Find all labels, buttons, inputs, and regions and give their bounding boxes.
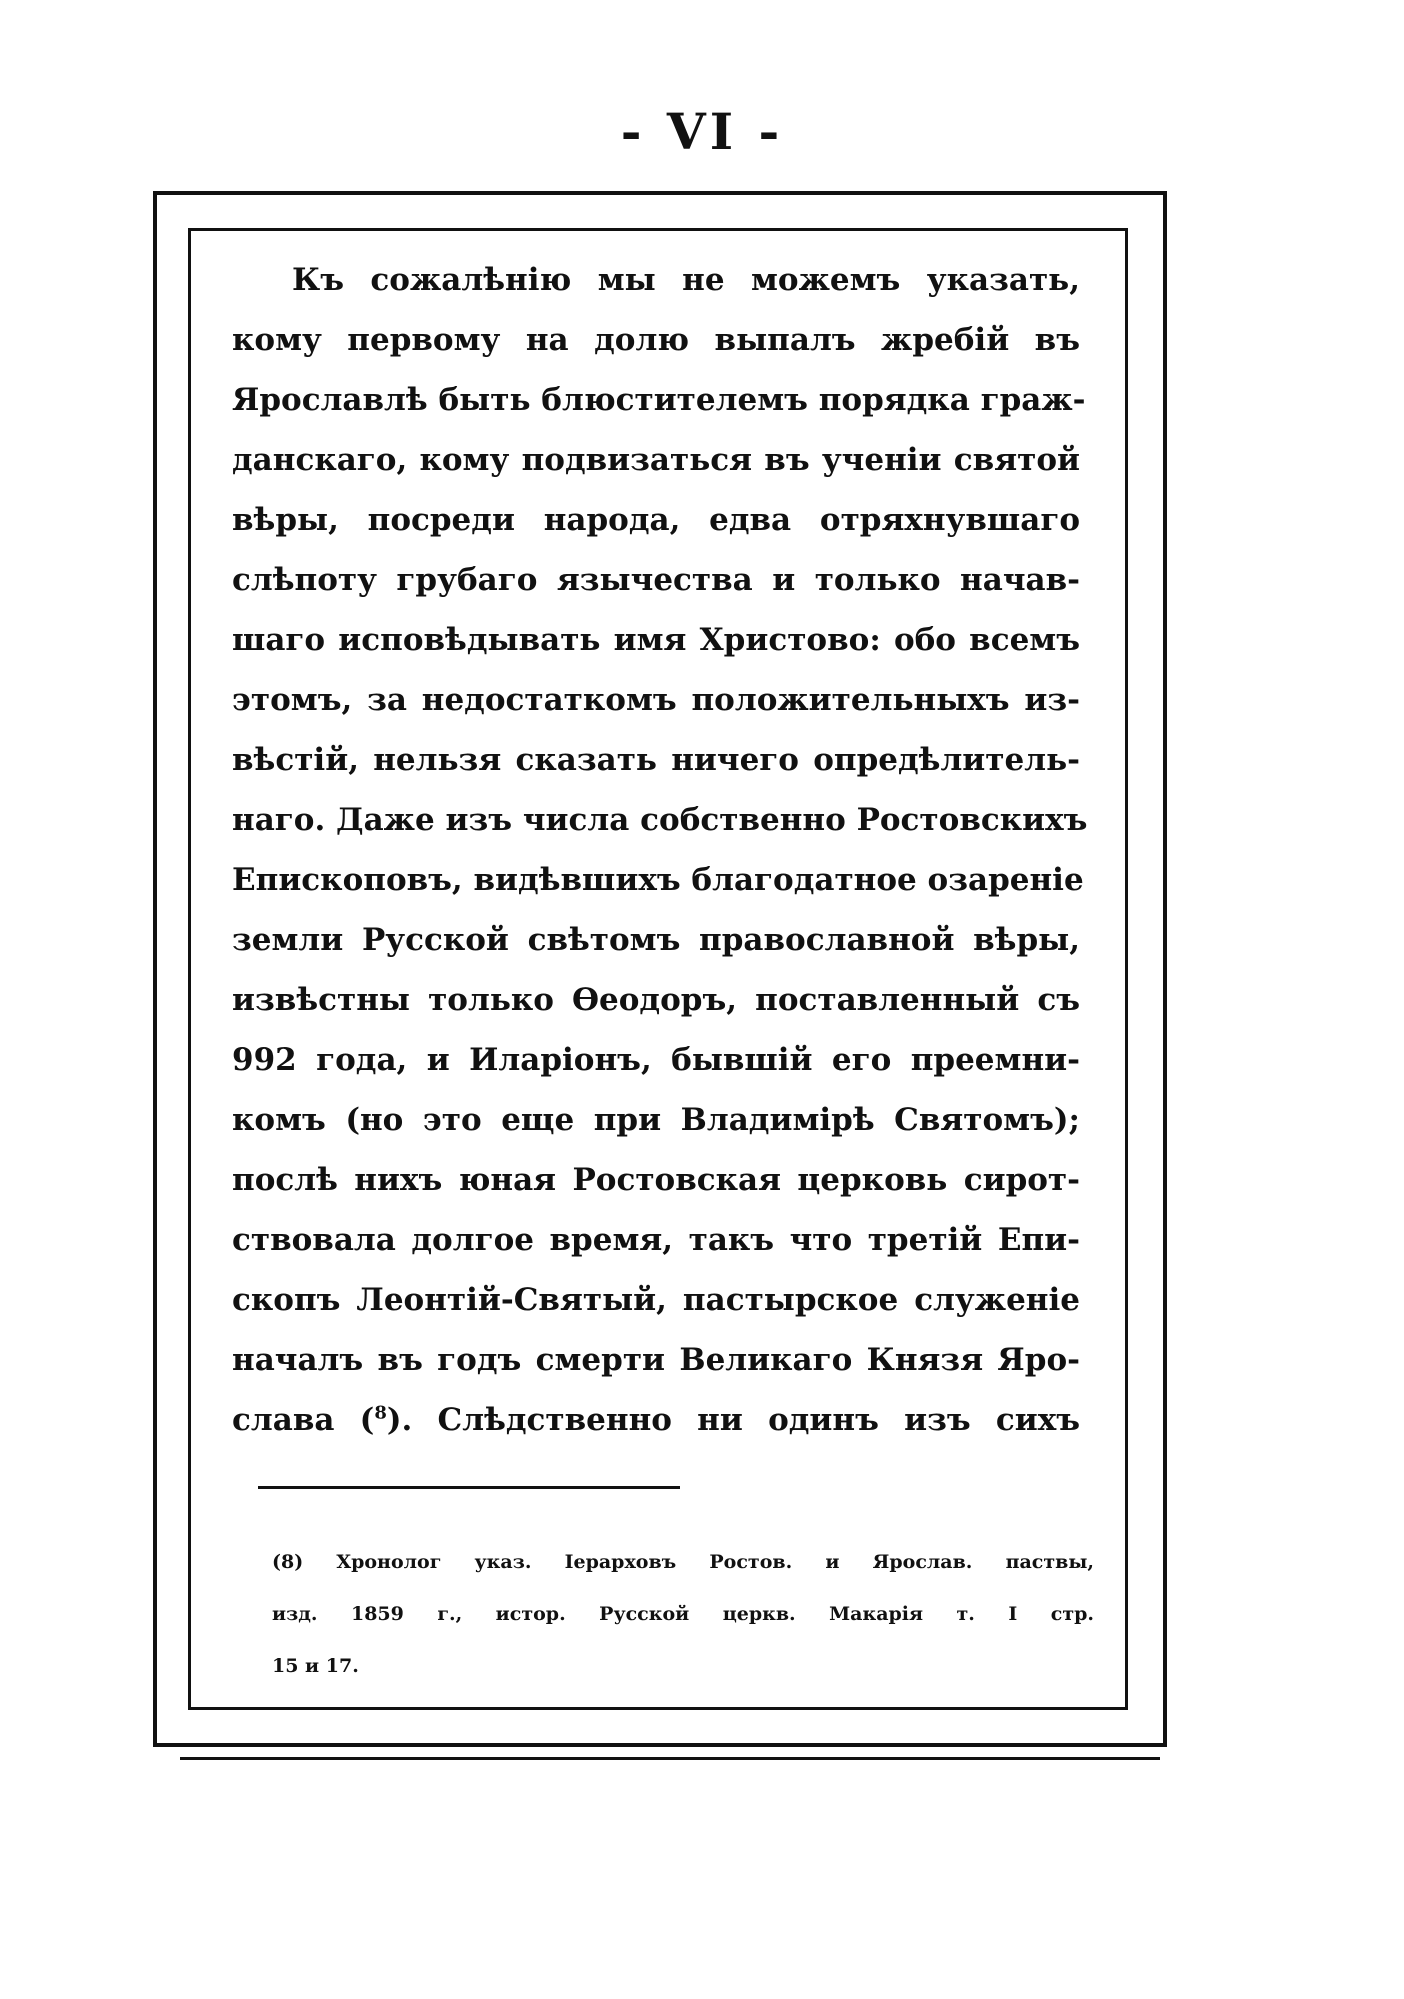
footnote-block — [272, 1536, 1094, 1692]
text-line: ствовала долгое время, такъ что третій Епи- — [232, 1222, 1080, 1258]
text-line-last — [232, 1390, 1080, 1450]
text-line: кому первому на долю выпалъ жребій въ — [232, 322, 1080, 358]
text-line: Епископовъ, видѣвшихъ благодатное озареніе — [232, 862, 1084, 898]
text-fragment: ). Слѣдственно ни одинъ изъ сихъ — [386, 1402, 1081, 1438]
page-number: - VI - — [620, 102, 784, 161]
text-line: Къ сожалѣнію мы не можемъ указать, — [292, 262, 1080, 298]
bottom-rule — [180, 1757, 1160, 1760]
text-fragment: слава ( — [232, 1402, 375, 1438]
main-text-block — [232, 250, 1088, 1450]
text-line: земли Русской свѣтомъ православной вѣры, — [232, 922, 1080, 958]
text-line: началъ въ годъ смерти Великаго Князя Яро- — [232, 1342, 1080, 1378]
text-line: наго. Даже изъ числа собственно Ростовскихъ — [232, 802, 1088, 838]
text-line: скопъ Леонтій-Святый, пастырское служеніе — [232, 1282, 1080, 1318]
text-line: слѣпоту грубаго язычества и только начав- — [232, 562, 1080, 598]
text-line: извѣстны только Ѳеодоръ, поставленный съ — [232, 982, 1080, 1018]
footnote-line: изд. 1859 г., истор. Русской церкв. Макарія т. I стр. — [272, 1603, 1094, 1625]
text-line: вѣры, посреди народа, едва отряхнувшаго — [232, 502, 1080, 538]
text-line: Ярославлѣ быть блюстителемъ порядка граж- — [232, 382, 1086, 418]
text-line: послѣ нихъ юная Ростовская церковь сирот- — [232, 1162, 1080, 1198]
footnote-divider — [258, 1486, 680, 1489]
text-line: комъ (но это еще при Владимірѣ Святомъ); — [232, 1102, 1080, 1138]
footnote-reference[interactable]: 8 — [374, 1402, 387, 1424]
footnote-line: 15 и 17. — [272, 1655, 359, 1677]
text-line: данскаго, кому подвизаться въ ученіи святой — [232, 442, 1080, 478]
text-line: этомъ, за недостаткомъ положительныхъ из- — [232, 682, 1080, 718]
text-line: вѣстій, нельзя сказать ничего опредѣлитель- — [232, 742, 1080, 778]
text-line: шаго исповѣдывать имя Христово: обо всемъ — [232, 622, 1080, 658]
footnote-line: (8) Хронолог указ. Іерарховъ Ростов. и Ярослав. паствы, — [272, 1551, 1094, 1573]
text-line: 992 года, и Иларіонъ, бывшій его преемни- — [232, 1042, 1080, 1078]
